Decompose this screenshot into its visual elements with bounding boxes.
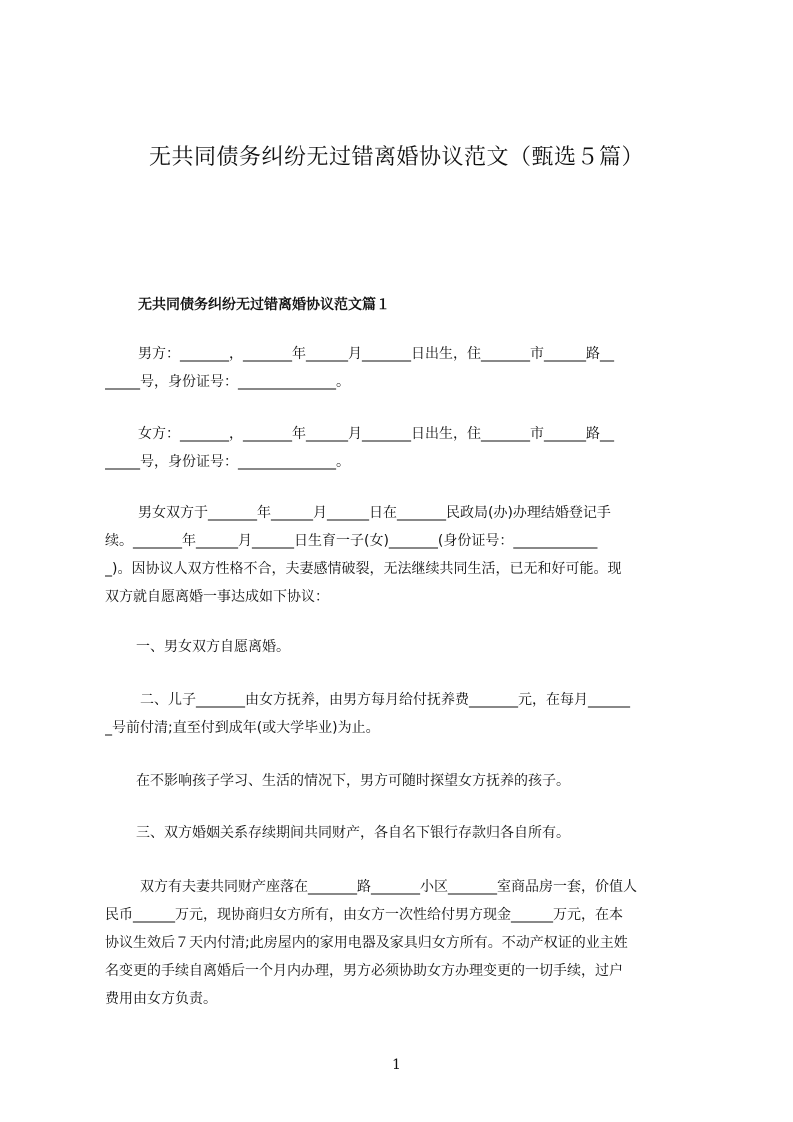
paragraph-property xyxy=(105,873,705,1013)
paragraph-line: _____号，身份证号：______________。 xyxy=(105,454,350,470)
paragraph-line: 二、儿子_______由女方抚养，由男方每月给付抚养费_______元，在每月______ xyxy=(140,692,630,708)
paragraph-line: 女方：_______，_______年______月_______日出生，住_______市______路__ xyxy=(138,426,614,442)
paragraph-line: 双方就自愿离婚一事达成如下协议： xyxy=(105,589,329,605)
paragraph-line: 续。_______年______月______日生育一子(女)_______(身份证号：____________ xyxy=(105,533,598,549)
paragraph-female-party xyxy=(105,420,705,476)
paragraph-line: 男方：_______，_______年______月_______日出生，住_______市______路__ xyxy=(138,346,614,362)
page-number: 1 xyxy=(392,1057,401,1073)
paragraph-visitation xyxy=(105,767,705,795)
section-heading: 无共同债务纠纷无过错离婚协议范文篇１ xyxy=(138,297,390,313)
paragraph-line: 费用由女方负责。 xyxy=(105,991,217,1007)
paragraph-marriage-registration xyxy=(105,499,705,611)
clause-3 xyxy=(105,819,705,847)
clause-2 xyxy=(105,686,705,742)
document-title: 无共同债务纠纷无过错离婚协议范文（甄选５篇） xyxy=(148,145,644,170)
paragraph-line: _____号，身份证号：______________。 xyxy=(105,374,350,390)
paragraph-line: 民币______万元，现协商归女方所有，由女方一次性给付男方现金______万元，在本 xyxy=(105,907,623,923)
paragraph-line: _号前付清;直至付到成年(或大学毕业)为止。 xyxy=(105,720,380,736)
paragraph-line: 在不影响孩子学习、生活的情况下，男方可随时探望女方抚养的孩子。 xyxy=(136,773,570,789)
paragraph-line: 一、男女双方自愿离婚。 xyxy=(136,639,290,655)
paragraph-line: 男女双方于_______年______月______日在_______民政局(办)办理结婚登记手 xyxy=(138,505,611,521)
paragraph-line: 名变更的手续自离婚后一个月内办理，男方必须协助女方办理变更的一切手续，过户 xyxy=(105,963,623,979)
paragraph-line: 双方有夫妻共同财产座落在_______路_______小区_______室商品房一套，价值人 xyxy=(140,879,637,895)
paragraph-male-party xyxy=(105,340,705,396)
paragraph-line: _)。因协议人双方性格不合，夫妻感情破裂，无法继续共同生活，已无和好可能。现 xyxy=(105,561,622,577)
paragraph-line: 协议生效后７天内付清;此房屋内的家用电器及家具归女方所有。不动产权证的业主姓 xyxy=(105,935,628,951)
clause-1 xyxy=(105,633,705,661)
paragraph-line: 三、双方婚姻关系存续期间共同财产，各自名下银行存款归各自所有。 xyxy=(136,825,570,841)
